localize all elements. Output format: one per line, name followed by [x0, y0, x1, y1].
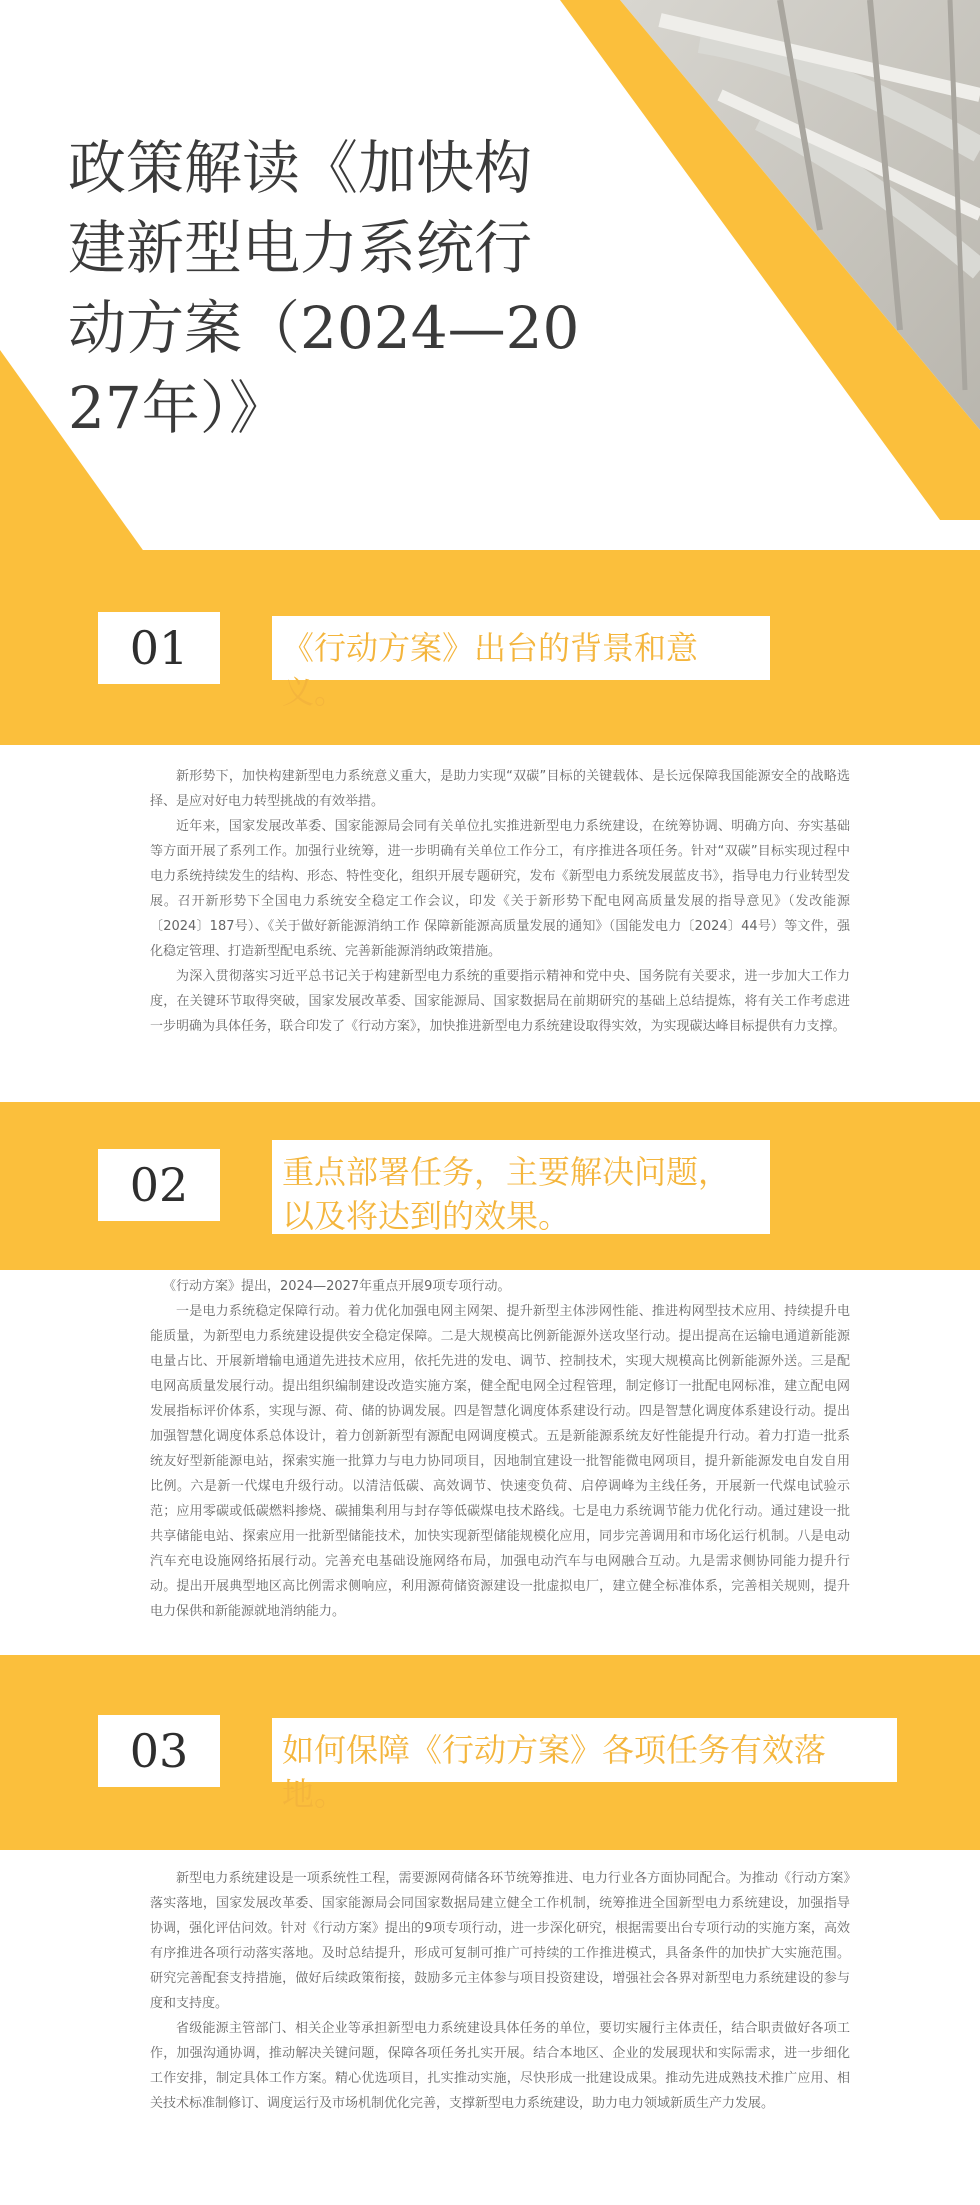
section-01-paragraph: 新形势下，加快构建新型电力系统意义重大，是助力实现“双碳”目标的关键载体、是长远保障我国能源安全的战略选择、是应对好电力转型挑战的有效举措。: [150, 769, 850, 809]
page-title: 政策解读《加快构建新型电力系统行动方案（2024—2027年）》: [68, 134, 580, 442]
section-02-number: 02: [98, 1149, 220, 1221]
section-01-paragraph: 为深入贯彻落实习近平总书记关于构建新型电力系统的重要指示精神和党中央、国务院有关要求，进一步加大工作力度，在关键环节取得突破，国家发展改革委、国家能源局、国家数据局在前期研究的基础上总结提炼，将有关工作考虑进一步明确为具体任务，联合印发了《行动方案》，加快推进新型电力系统建设取得实效，为实现碳达峰目标提供有力支撑。: [150, 969, 850, 1034]
section-01-body: [150, 764, 850, 1039]
section-03-body: [150, 1866, 850, 2116]
section-01-paragraph: 近年来，国家发展改革委、国家能源局会同有关单位扎实推进新型电力系统建设，在统筹协调、明确方向、夯实基础等方面开展了系列工作。加强行业统筹，进一步明确有关单位工作分工，有序推进各项任务。针对“双碳”目标实现过程中电力系统持续发生的结构、形态、特性变化，组织开展专题研究，发布《新型电力系统发展蓝皮书》，指导电力行业转型发展。召开新形势下全国电力系统安全稳定工作会议，印发《关于新形势下配电网高质量发展的指导意见》（发改能源〔2024〕187号）、《关于做好新能源消纳工作 保障新能源高质量发展的通知》（国能发电力〔2024〕44号）等文件，强化稳定管理、打造新型配电系统、完善新能源消纳政策措施。: [150, 819, 850, 959]
section-02-body: [150, 1274, 850, 1624]
section-01-heading: 《行动方案》出台的背景和意义。: [272, 616, 770, 680]
section-02-paragraph: 一是电力系统稳定保障行动。着力优化加强电网主网架、提升新型主体涉网性能、推进构网型技术应用、持续提升电能质量，为新型电力系统建设提供安全稳定保障。二是大规模高比例新能源外送攻坚行动。提出提高在运输电通道新能源电量占比、开展新增输电通道先进技术应用，依托先进的发电、调节、控制技术，实现大规模高比例新能源外送。三是配电网高质量发展行动。提出组织编制建设改造实施方案，健全配电网全过程管理，制定修订一批配电网标准，建立配电网发展指标评价体系，实现与源、荷、储的协调发展。四是智慧化调度体系建设行动。四是智慧化调度体系建设行动。提出加强智慧化调度体系总体设计，着力创新新型有源配电网调度模式。五是新能源系统友好性能提升行动。着力打造一批系统友好型新能源电站，探索实施一批算力与电力协同项目，因地制宜建设一批智能微电网项目，提升新能源发电自发自用比例。六是新一代煤电升级行动。以清洁低碳、高效调节、快速变负荷、启停调峰为主线任务，开展新一代煤电试验示范；应用零碳或低碳燃料掺烧、碳捕集利用与封存等低碳煤电技术路线。七是电力系统调节能力优化行动。通过建设一批共享储能电站、探索应用一批新型储能技术，加快实现新型储能规模化应用，同步完善调用和市场化运行机制。八是电动汽车充电设施网络拓展行动。完善充电基础设施网络布局，加强电动汽车与电网融合互动。九是需求侧协同能力提升行动。提出开展典型地区高比例需求侧响应，利用源荷储资源建设一批虚拟电厂，建立健全标准体系，完善相关规则，提升电力保供和新能源就地消纳能力。: [150, 1304, 850, 1619]
section-02-heading: 重点部署任务，主要解决问题，以及将达到的效果。: [272, 1140, 770, 1234]
section-02-paragraph: 《行动方案》提出，2024—2027年重点开展9项专项行动。: [163, 1279, 511, 1294]
section-03-heading: 如何保障《行动方案》各项任务有效落地。: [272, 1718, 897, 1782]
section-01-number: 01: [98, 612, 220, 684]
section-03-number: 03: [98, 1715, 220, 1787]
section-03-paragraph: 省级能源主管部门、相关企业等承担新型电力系统建设具体任务的单位，要切实履行主体责任，结合职责做好各项工作，加强沟通协调，推动解决关键问题，保障各项任务扎实开展。结合本地区、企业的发展现状和实际需求，进一步细化工作安排，制定具体工作方案。精心优选项目，扎实推动实施，尽快形成一批建设成果。推动先进成熟技术推广应用、相关技术标准制修订、调度运行及市场机制优化完善，支撑新型电力系统建设，助力电力领域新质生产力发展。: [150, 2021, 850, 2111]
section-03-paragraph: 新型电力系统建设是一项系统性工程，需要源网荷储各环节统筹推进、电力行业各方面协同配合。为推动《行动方案》落实落地，国家发展改革委、国家能源局会同国家数据局建立健全工作机制，统筹推进全国新型电力系统建设，加强指导协调，强化评估问效。针对《行动方案》提出的9项专项行动，进一步深化研究，根据需要出台专项行动的实施方案，高效有序推进各项行动落实落地。及时总结提升，形成可复制可推广可持续的工作推进模式，具备条件的加快扩大实施范围。研究完善配套支持措施，做好后续政策衔接，鼓励多元主体参与项目投资建设，增强社会各界对新型电力系统建设的参与度和支持度。: [150, 1871, 850, 2011]
